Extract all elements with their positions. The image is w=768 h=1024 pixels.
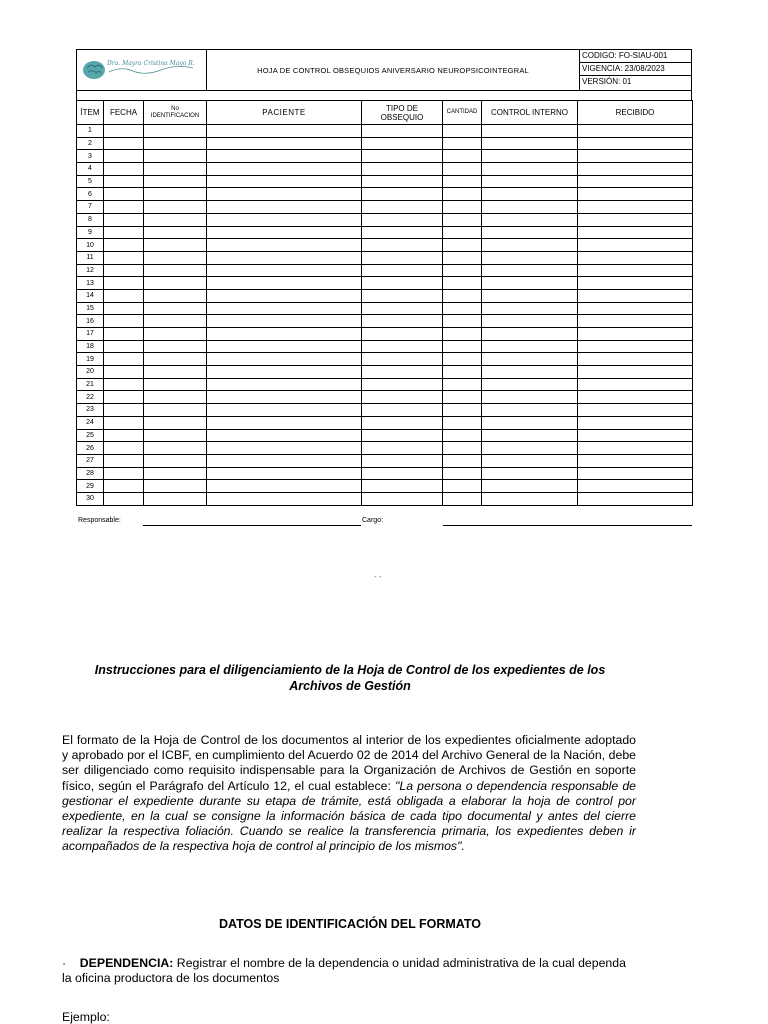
table-cell[interactable] — [482, 404, 578, 417]
table-cell[interactable] — [578, 125, 693, 138]
table-cell[interactable] — [443, 150, 482, 163]
item-number: 5 — [77, 175, 104, 188]
table-cell[interactable] — [578, 366, 693, 379]
table-cell[interactable] — [144, 239, 207, 252]
table-cell[interactable] — [207, 302, 362, 315]
table-cell[interactable] — [104, 239, 144, 252]
table-row — [77, 353, 693, 366]
table-cell[interactable] — [362, 289, 443, 302]
table-cell[interactable] — [443, 289, 482, 302]
table-cell[interactable] — [482, 429, 578, 442]
table-cell[interactable] — [144, 429, 207, 442]
vigencia: VIGENCIA: 23/08/2023 — [580, 63, 691, 76]
column-header: No IDENTIFICACION — [144, 101, 207, 125]
logo-cell — [77, 50, 207, 90]
table-cell[interactable] — [144, 226, 207, 239]
table-cell[interactable] — [482, 328, 578, 341]
item-number: 30 — [77, 492, 104, 505]
item-number: 7 — [77, 201, 104, 214]
table-cell[interactable] — [104, 467, 144, 480]
table-cell[interactable] — [207, 378, 362, 391]
table-cell[interactable] — [207, 289, 362, 302]
table-cell[interactable] — [578, 467, 693, 480]
table-cell[interactable] — [482, 264, 578, 277]
table-cell[interactable] — [144, 289, 207, 302]
table-cell[interactable] — [144, 340, 207, 353]
table-row — [77, 391, 693, 404]
table-cell[interactable] — [207, 226, 362, 239]
item-number: 6 — [77, 188, 104, 201]
table-cell[interactable] — [144, 404, 207, 417]
table-cell[interactable] — [482, 163, 578, 176]
table-row — [77, 416, 693, 429]
item-number: 8 — [77, 213, 104, 226]
table-cell[interactable] — [104, 277, 144, 290]
table-cell[interactable] — [104, 201, 144, 214]
table-cell[interactable] — [144, 163, 207, 176]
table-cell[interactable] — [104, 315, 144, 328]
table-cell[interactable] — [104, 188, 144, 201]
table-row — [77, 404, 693, 417]
table-cell[interactable] — [362, 264, 443, 277]
item-number: 25 — [77, 429, 104, 442]
table-row — [77, 492, 693, 505]
codigo: CODIGO: FO-SIAU-001 — [580, 50, 691, 63]
table-cell[interactable] — [482, 391, 578, 404]
form-title: HOJA DE CONTROL OBSEQUIOS ANIVERSARIO NEUROPSICOINTEGRAL — [257, 65, 529, 75]
table-cell[interactable] — [207, 328, 362, 341]
table-cell[interactable] — [578, 137, 693, 150]
table-cell[interactable] — [207, 251, 362, 264]
table-cell[interactable] — [362, 226, 443, 239]
table-cell[interactable] — [443, 213, 482, 226]
table-row — [77, 175, 693, 188]
table-cell[interactable] — [104, 226, 144, 239]
item-number: 21 — [77, 378, 104, 391]
table-cell[interactable] — [362, 277, 443, 290]
table-cell[interactable] — [207, 353, 362, 366]
table-cell[interactable] — [482, 302, 578, 315]
table-cell[interactable] — [362, 378, 443, 391]
item-number: 26 — [77, 442, 104, 455]
table-cell[interactable] — [482, 315, 578, 328]
table-cell[interactable] — [207, 416, 362, 429]
table-cell[interactable] — [104, 353, 144, 366]
table-cell[interactable] — [144, 125, 207, 138]
table-cell[interactable] — [207, 201, 362, 214]
table-cell[interactable] — [443, 163, 482, 176]
table-row — [77, 289, 693, 302]
item-number: 1 — [77, 125, 104, 138]
table-cell[interactable] — [144, 302, 207, 315]
table-cell[interactable] — [144, 315, 207, 328]
table-cell[interactable] — [144, 378, 207, 391]
item-number: 16 — [77, 315, 104, 328]
table-cell[interactable] — [207, 188, 362, 201]
column-header: ÍTEM — [77, 101, 104, 125]
table-cell[interactable] — [104, 429, 144, 442]
table-cell[interactable] — [578, 378, 693, 391]
table-cell[interactable] — [144, 264, 207, 277]
table-row — [77, 315, 693, 328]
table-cell[interactable] — [362, 492, 443, 505]
table-cell[interactable] — [207, 125, 362, 138]
item-number: 29 — [77, 480, 104, 493]
table-cell[interactable] — [443, 480, 482, 493]
instructions-paragraph: El formato de la Hoja de Control de los documentos al interior de los expedientes oficialmente adoptado y aprobado por el ICBF, en cumplimiento del Acuerdo 02 de 2014 del Archivo General de la Nación, debe ser diligenciado como requisito indispensable para la Organización de Archivos de Gestión en soporte físico, según el Parágrafo del Artículo 12, el cual establece: "La persona o dependencia responsable de gestionar el expediente durante su etapa de trámite, está obligada a elaborar la hoja de control por expediente, en la cual se consigne la información básica de cada tipo documental y antes del cierre realizar la respectiva foliación. Cuando se realice la transferencia primaria, los expedientes deben ir acompañados de la respectiva hoja de control al principio de los mismos". — [62, 733, 636, 854]
table-cell[interactable] — [207, 454, 362, 467]
table-cell[interactable] — [443, 315, 482, 328]
table-cell[interactable] — [104, 289, 144, 302]
table-cell[interactable] — [144, 201, 207, 214]
cargo-line[interactable] — [443, 525, 692, 526]
table-cell[interactable] — [104, 213, 144, 226]
table-cell[interactable] — [207, 239, 362, 252]
table-cell[interactable] — [207, 429, 362, 442]
table-cell[interactable] — [443, 226, 482, 239]
form-header — [76, 49, 692, 91]
table-cell[interactable] — [104, 137, 144, 150]
table-cell[interactable] — [104, 163, 144, 176]
table-cell[interactable] — [362, 416, 443, 429]
table-cell[interactable] — [207, 213, 362, 226]
table-cell[interactable] — [362, 340, 443, 353]
table-cell[interactable] — [104, 404, 144, 417]
column-header: RECIBIDO — [578, 101, 693, 125]
table-row — [77, 328, 693, 341]
table-cell[interactable] — [207, 366, 362, 379]
table-cell[interactable] — [482, 277, 578, 290]
table-cell[interactable] — [144, 175, 207, 188]
table-row — [77, 201, 693, 214]
table-cell[interactable] — [578, 163, 693, 176]
table-cell[interactable] — [578, 302, 693, 315]
table-cell[interactable] — [144, 328, 207, 341]
table-cell[interactable] — [578, 188, 693, 201]
table-row — [77, 277, 693, 290]
column-header: CONTROL INTERNO — [482, 101, 578, 125]
column-header: PACIENTE — [207, 101, 362, 125]
item-number: 11 — [77, 251, 104, 264]
table-row — [77, 163, 693, 176]
table-cell[interactable] — [104, 454, 144, 467]
table-cell[interactable] — [207, 340, 362, 353]
column-header: CANTIDAD — [443, 101, 482, 125]
table-cell[interactable] — [443, 328, 482, 341]
item-number: 23 — [77, 404, 104, 417]
table-cell[interactable] — [578, 289, 693, 302]
table-row — [77, 188, 693, 201]
table-cell[interactable] — [443, 429, 482, 442]
table-row — [77, 366, 693, 379]
table-cell[interactable] — [104, 442, 144, 455]
table-cell[interactable] — [362, 201, 443, 214]
table-cell[interactable] — [443, 239, 482, 252]
table-row — [77, 264, 693, 277]
item-number: 28 — [77, 467, 104, 480]
table-cell[interactable] — [144, 492, 207, 505]
responsable-line[interactable] — [143, 525, 361, 526]
table-cell[interactable] — [443, 302, 482, 315]
column-header: FECHA — [104, 101, 144, 125]
table-cell[interactable] — [362, 353, 443, 366]
table-cell[interactable] — [207, 163, 362, 176]
table-row — [77, 302, 693, 315]
page-separator: - - — [374, 572, 382, 581]
table-cell[interactable] — [144, 188, 207, 201]
item-number: 24 — [77, 416, 104, 429]
table-cell[interactable] — [144, 213, 207, 226]
table-cell[interactable] — [578, 226, 693, 239]
table-row — [77, 125, 693, 138]
table-cell[interactable] — [104, 328, 144, 341]
table-cell[interactable] — [362, 175, 443, 188]
table-cell[interactable] — [482, 480, 578, 493]
table-cell[interactable] — [443, 404, 482, 417]
table-cell[interactable] — [144, 480, 207, 493]
table-cell[interactable] — [443, 201, 482, 214]
table-cell[interactable] — [443, 366, 482, 379]
table-cell[interactable] — [578, 454, 693, 467]
cargo-label: Cargo: — [362, 517, 384, 524]
table-cell[interactable] — [443, 353, 482, 366]
table-cell[interactable] — [443, 416, 482, 429]
table-cell[interactable] — [578, 213, 693, 226]
table-cell[interactable] — [482, 416, 578, 429]
table-cell[interactable] — [362, 239, 443, 252]
table-cell[interactable] — [144, 251, 207, 264]
item-number: 19 — [77, 353, 104, 366]
table-cell[interactable] — [104, 340, 144, 353]
table-row — [77, 150, 693, 163]
table-row — [77, 429, 693, 442]
table-cell[interactable] — [104, 251, 144, 264]
table-cell[interactable] — [362, 188, 443, 201]
item-number: 17 — [77, 328, 104, 341]
table-row — [77, 213, 693, 226]
column-header: TIPO DE OBSEQUIO — [362, 101, 443, 125]
table-cell[interactable] — [443, 492, 482, 505]
table-cell[interactable] — [362, 391, 443, 404]
table-header-row — [77, 101, 693, 125]
table-cell[interactable] — [207, 137, 362, 150]
table-row — [77, 226, 693, 239]
item-number: 2 — [77, 137, 104, 150]
table-cell[interactable] — [578, 277, 693, 290]
table-cell[interactable] — [144, 366, 207, 379]
table-cell[interactable] — [207, 480, 362, 493]
table-cell[interactable] — [443, 378, 482, 391]
table-cell[interactable] — [144, 391, 207, 404]
table-row — [77, 340, 693, 353]
table-cell[interactable] — [578, 201, 693, 214]
table-cell[interactable] — [104, 378, 144, 391]
table-row — [77, 467, 693, 480]
table-cell[interactable] — [104, 175, 144, 188]
table-cell[interactable] — [578, 416, 693, 429]
table-cell[interactable] — [443, 340, 482, 353]
item-number: 22 — [77, 391, 104, 404]
table-cell[interactable] — [578, 251, 693, 264]
table-cell[interactable] — [207, 391, 362, 404]
table-cell[interactable] — [144, 467, 207, 480]
table-cell[interactable] — [207, 442, 362, 455]
table-cell[interactable] — [362, 125, 443, 138]
table-cell[interactable] — [482, 492, 578, 505]
table-cell[interactable] — [362, 328, 443, 341]
table-cell[interactable] — [443, 251, 482, 264]
table-cell[interactable] — [443, 277, 482, 290]
table-cell[interactable] — [482, 226, 578, 239]
table-cell[interactable] — [362, 137, 443, 150]
table-cell[interactable] — [443, 454, 482, 467]
item-number: 15 — [77, 302, 104, 315]
table-cell[interactable] — [578, 239, 693, 252]
dependencia-item: · DEPENDENCIA: Registrar el nombre de la dependencia o unidad administrativa de la cual dependa la oficina productora de los documentos — [62, 956, 626, 986]
table-cell[interactable] — [443, 137, 482, 150]
document-meta — [579, 50, 691, 90]
item-number: 10 — [77, 239, 104, 252]
item-number: 27 — [77, 454, 104, 467]
table-cell[interactable] — [144, 416, 207, 429]
table-cell[interactable] — [104, 150, 144, 163]
table-cell[interactable] — [578, 442, 693, 455]
table-cell[interactable] — [578, 175, 693, 188]
instructions-title: Instrucciones para el diligenciamiento de la Hoja de Control de los expedientes de los Archivos de Gestión — [94, 663, 606, 693]
table-cell[interactable] — [362, 315, 443, 328]
table-cell[interactable] — [443, 391, 482, 404]
table-cell[interactable] — [482, 188, 578, 201]
table-cell[interactable] — [482, 239, 578, 252]
table-cell[interactable] — [144, 150, 207, 163]
table-cell[interactable] — [207, 277, 362, 290]
table-cell[interactable] — [443, 175, 482, 188]
table-cell[interactable] — [207, 175, 362, 188]
table-cell[interactable] — [482, 289, 578, 302]
table-cell[interactable] — [207, 492, 362, 505]
table-cell[interactable] — [362, 467, 443, 480]
table-cell[interactable] — [578, 264, 693, 277]
table-row — [77, 251, 693, 264]
table-cell[interactable] — [578, 480, 693, 493]
table-cell[interactable] — [144, 454, 207, 467]
table-cell[interactable] — [443, 442, 482, 455]
table-cell[interactable] — [104, 391, 144, 404]
table-cell[interactable] — [362, 213, 443, 226]
item-number: 3 — [77, 150, 104, 163]
table-cell[interactable] — [443, 467, 482, 480]
table-cell[interactable] — [482, 366, 578, 379]
table-cell[interactable] — [578, 404, 693, 417]
table-cell[interactable] — [482, 340, 578, 353]
table-cell[interactable] — [362, 429, 443, 442]
table-cell[interactable] — [443, 264, 482, 277]
header-spacer — [76, 90, 692, 100]
table-cell[interactable] — [207, 150, 362, 163]
table-cell[interactable] — [482, 251, 578, 264]
table-row — [77, 442, 693, 455]
example-label: Ejemplo: — [62, 1010, 110, 1024]
table-cell[interactable] — [104, 302, 144, 315]
table-cell[interactable] — [144, 277, 207, 290]
table-cell[interactable] — [207, 467, 362, 480]
table-cell[interactable] — [578, 328, 693, 341]
table-cell[interactable] — [482, 442, 578, 455]
logo-signature: Dra. Mayra Cristina Mayo R. — [107, 60, 195, 67]
table-cell[interactable] — [362, 404, 443, 417]
table-cell[interactable] — [482, 454, 578, 467]
table-cell[interactable] — [482, 353, 578, 366]
item-number: 13 — [77, 277, 104, 290]
table-cell[interactable] — [362, 251, 443, 264]
table-row — [77, 137, 693, 150]
table-cell[interactable] — [482, 467, 578, 480]
table-cell[interactable] — [482, 213, 578, 226]
table-cell[interactable] — [443, 125, 482, 138]
item-number: 20 — [77, 366, 104, 379]
table-cell[interactable] — [104, 480, 144, 493]
table-cell[interactable] — [482, 125, 578, 138]
table-cell[interactable] — [482, 175, 578, 188]
table-cell[interactable] — [207, 315, 362, 328]
table-cell[interactable] — [144, 353, 207, 366]
table-cell[interactable] — [104, 416, 144, 429]
table-cell[interactable] — [578, 353, 693, 366]
table-cell[interactable] — [362, 442, 443, 455]
table-row — [77, 239, 693, 252]
table-cell[interactable] — [207, 264, 362, 277]
table-cell[interactable] — [578, 391, 693, 404]
control-table — [76, 100, 693, 506]
table-cell[interactable] — [104, 366, 144, 379]
table-cell[interactable] — [482, 150, 578, 163]
table-cell[interactable] — [578, 150, 693, 163]
item-number: 14 — [77, 289, 104, 302]
table-cell[interactable] — [578, 492, 693, 505]
table-cell[interactable] — [362, 163, 443, 176]
item-number: 4 — [77, 163, 104, 176]
item-number: 12 — [77, 264, 104, 277]
version: VERSIÓN: 01 — [582, 77, 632, 86]
section-title: DATOS DE IDENTIFICACIÓN DEL FORMATO — [218, 917, 482, 931]
table-cell[interactable] — [104, 264, 144, 277]
table-cell[interactable] — [207, 404, 362, 417]
table-cell[interactable] — [104, 492, 144, 505]
table-cell[interactable] — [578, 340, 693, 353]
table-cell[interactable] — [362, 480, 443, 493]
table-row — [77, 480, 693, 493]
table-cell[interactable] — [362, 302, 443, 315]
table-cell[interactable] — [144, 137, 207, 150]
table-cell[interactable] — [482, 201, 578, 214]
table-cell[interactable] — [362, 366, 443, 379]
item-number: 18 — [77, 340, 104, 353]
table-cell[interactable] — [362, 454, 443, 467]
table-cell[interactable] — [482, 378, 578, 391]
table-row — [77, 454, 693, 467]
table-cell[interactable] — [144, 442, 207, 455]
table-cell[interactable] — [362, 150, 443, 163]
table-row — [77, 378, 693, 391]
table-cell[interactable] — [578, 429, 693, 442]
table-cell[interactable] — [578, 315, 693, 328]
table-cell[interactable] — [104, 125, 144, 138]
table-cell[interactable] — [482, 137, 578, 150]
item-number: 9 — [77, 226, 104, 239]
table-cell[interactable] — [443, 188, 482, 201]
responsable-label: Responsable: — [78, 517, 121, 524]
